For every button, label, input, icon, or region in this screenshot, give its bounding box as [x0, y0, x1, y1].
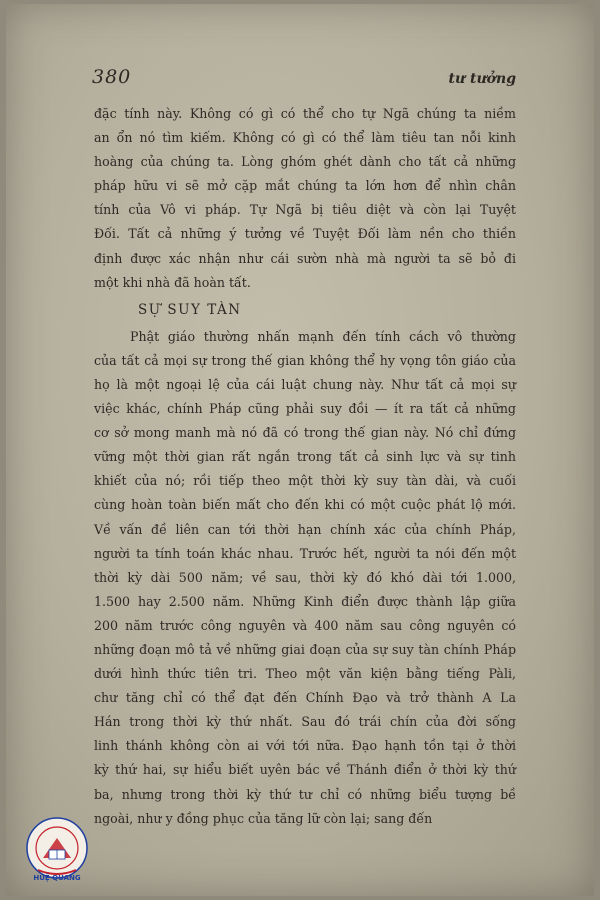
text-line: thời kỳ dài 500 năm; về sau, thời kỳ đó khó dài tới 1.000,	[94, 569, 516, 585]
text-line: định được xác nhận như cái sườn nhà mà người ta sẽ bỏ đi	[94, 250, 516, 266]
text-line: những đoạn mô tả về những giai đoạn của sự suy tàn chính Pháp	[94, 641, 516, 657]
text-line: Hán trong thời kỳ thứ nhất. Sau đó trái chín của đời sống	[94, 714, 516, 730]
book-page	[6, 4, 594, 896]
text-line: Đối. Tất cả những ý tưởng về Tuyệt Đối làm nền cho thiền	[94, 226, 516, 242]
text-line: cơ sở mong manh mà nó đã có trong thế gian này. Nó chỉ đứng	[94, 425, 516, 441]
text-line: Về vấn đề liên can tới thời hạn chính xác của chính Pháp,	[94, 521, 516, 537]
text-line: vững một thời gian rất ngắn trong tất cả sinh lực và sự tinh	[94, 449, 516, 465]
paragraph-2	[94, 325, 516, 831]
text-line: ngoài, như y đồng phục của tăng lữ còn lại; sang đến	[94, 810, 433, 826]
text-line: pháp hữu vi sẽ mở cặp mắt chúng ta lớn hơn để nhìn chân	[94, 178, 516, 194]
logo-name: HUỆ QUANG	[33, 874, 81, 882]
page-number: 380	[92, 66, 132, 88]
body-text	[94, 102, 516, 831]
section-heading: SỰ SUY TÀN	[138, 301, 242, 318]
text-line: tính của Vô vi pháp. Tự Ngã bị tiêu diệt và còn lại Tuyệt	[94, 202, 516, 218]
text-line: dưới hình thức tiên tri. Theo một văn kiện bằng tiếng Pàli,	[94, 666, 516, 682]
text-line: kỳ thứ hai, sự hiểu biết uyên bác về Thánh điển ở thời kỳ thứ	[94, 762, 516, 778]
text-line: người ta tính toán khác nhau. Trước hết, người ta nói đến một	[94, 545, 516, 561]
text-line: khiết của nó; rồi tiếp theo một thời kỳ suy tàn dài, và cuối	[94, 473, 516, 489]
running-title: tư tưởng	[448, 71, 516, 87]
text-line: an ổn nó tìm kiếm. Không có gì có thể làm tiêu tan nỗi kinh	[94, 130, 516, 146]
text-line: 1.500 hay 2.500 năm. Những Kinh điển được thành lập giữa	[94, 593, 516, 609]
text-line: Phật giáo thường nhấn mạnh đến tính cách vô thường	[130, 328, 516, 344]
text-line: một khi nhà đã hoàn tất.	[94, 274, 251, 290]
paragraph-1	[94, 102, 516, 295]
text-line: linh thánh không còn ai với tới nữa. Đạo hạnh tồn tại ở thời	[94, 738, 516, 754]
text-line: chư tăng chỉ có thể đạt đến Chính Đạo và trở thành A La	[94, 690, 516, 706]
text-line: 200 năm trước công nguyên và 400 năm sau công nguyên có	[94, 617, 516, 633]
page-header	[92, 66, 516, 88]
text-line: ba, nhưng trong thời kỳ thứ tư chỉ có những biểu tượng bề	[94, 786, 516, 802]
text-line: việc khác, chính Pháp cũng phải suy đồi — ít ra tất cả những	[94, 401, 516, 417]
text-line: của tất cả mọi sự trong thế gian không thể hy vọng tôn giáo của	[94, 352, 516, 368]
text-line: họ là một ngoại lệ của cái luật chung này. Như tất cả mọi sự	[94, 376, 516, 392]
text-line: hoàng của chúng ta. Lòng ghóm ghét dành cho tất cả những	[94, 154, 516, 170]
hue-quang-logo	[16, 812, 98, 892]
text-line: cùng hoàn toàn biến mất cho đến khi có một cuộc phát lộ mới.	[94, 497, 516, 513]
text-line: đặc tính này. Không có gì có thể cho tự Ngã chúng ta niềm	[94, 106, 516, 121]
